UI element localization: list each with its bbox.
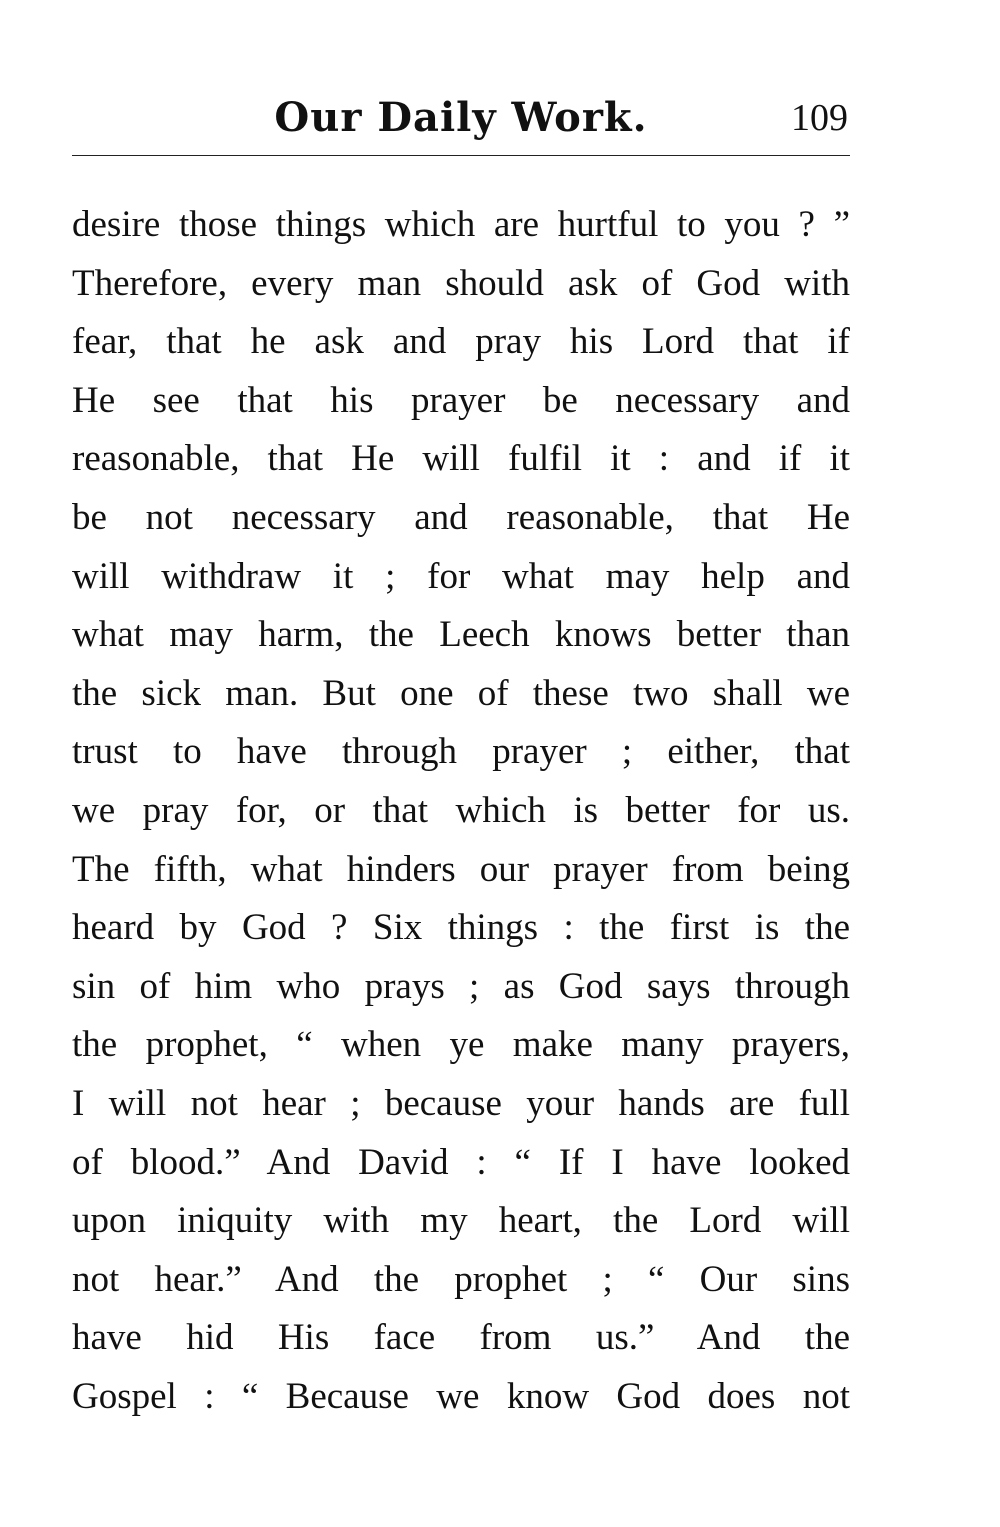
text-line: will withdraw it ; for what may help and xyxy=(72,555,850,597)
text-line: be not necessary and reasonable, that He xyxy=(72,496,850,538)
text-line: I will not hear ; because your hands are full xyxy=(72,1082,850,1124)
text-line: desire those things which are hurtful to you ? ” xyxy=(72,204,850,245)
page-number: 109 xyxy=(791,97,848,139)
text-line: Therefore, every man should ask of God with xyxy=(72,262,850,304)
text-line: sin of him who prays ; as God says through xyxy=(72,965,850,1007)
text-line: of blood.” And David : “ If I have looked xyxy=(72,1141,850,1183)
text-line: upon iniquity with my heart, the Lord will xyxy=(72,1200,850,1242)
text-line: not hear.” And the prophet ; “ Our sins xyxy=(72,1258,850,1300)
text-line: the sick man. But one of these two shall we xyxy=(72,672,850,714)
text-line: the prophet, “ when ye make many prayers, xyxy=(72,1024,850,1066)
text-line: what may harm, the Leech knows better than xyxy=(72,614,850,656)
text-line: we pray for, or that which is better for us. xyxy=(72,789,850,831)
text-line: Gospel : “ Because we know God does not xyxy=(72,1375,850,1417)
text-line: He see that his prayer be necessary and xyxy=(72,379,850,421)
running-title: Our Daily Work. xyxy=(274,94,648,141)
text-line: The fifth, what hinders our prayer from being xyxy=(72,848,850,890)
text-line: heard by God ? Six things : the first is the xyxy=(72,907,850,949)
text-line: reasonable, that He will fulfil it : and if it xyxy=(72,438,850,480)
text-line: have hid His face from us.” And the xyxy=(72,1317,850,1359)
text-line: fear, that he ask and pray his Lord that if xyxy=(72,321,850,363)
text-line: trust to have through prayer ; either, that xyxy=(72,731,850,773)
page-header xyxy=(72,92,850,152)
header-rule xyxy=(72,155,850,156)
body-text xyxy=(72,196,850,1426)
